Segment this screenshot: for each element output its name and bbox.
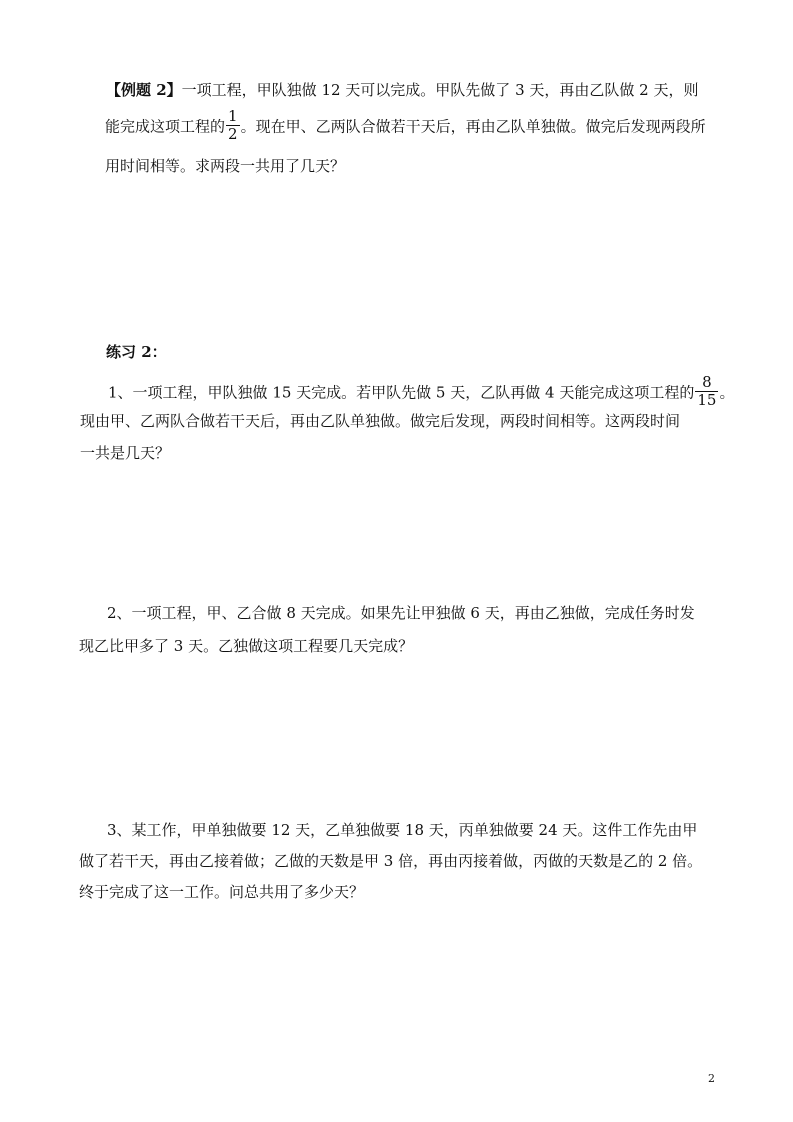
q1-line-2 xyxy=(80,411,680,431)
q3-line-2 xyxy=(79,851,702,871)
q2-text-2: 现乙比甲多了 3 天。乙独做这项工程要几天完成？ xyxy=(79,637,414,655)
q2-line-1 xyxy=(107,603,695,623)
q1-text-2: 现由甲、乙两队合做若干天后，再由乙队单独做。做完后发现，两段时间相等。这两段时间 xyxy=(80,412,681,430)
q2-line-2 xyxy=(79,636,413,656)
q1-line-1 xyxy=(108,373,735,411)
q1-text-1a: 1、一项工程，甲队独做 15 天完成。若甲队先做 5 天，乙队再做 4 天能完成这项工程的 xyxy=(108,383,695,402)
example-text-1: 一项工程，甲队独做 12 天可以完成。甲队先做了 3 天，再由乙队做 2 天，则 xyxy=(181,81,699,99)
example-line-1 xyxy=(106,80,698,100)
q2-text-1: 2、一项工程，甲、乙合做 8 天完成。如果先让甲独做 6 天，再由乙独做，完成任务时发 xyxy=(107,604,695,622)
q3-text-3: 终于完成了这一工作。问总共用了多少天？ xyxy=(79,883,365,901)
example-text-3: 用时间相等。求两段一共用了几天？ xyxy=(105,157,346,175)
q3-text-1: 3、某工作，甲单独做要 12 天，乙单独做要 18 天，丙单独做要 24 天。这件工作先由甲 xyxy=(107,821,698,839)
page-number: 2 xyxy=(708,1072,715,1085)
q3-line-1 xyxy=(107,820,697,840)
fraction-eight-fifteenths xyxy=(695,374,718,409)
q3-line-3 xyxy=(79,882,364,902)
example-line-3 xyxy=(105,156,345,176)
practice-heading: 练习 2： xyxy=(106,343,167,361)
q3-text-2: 做了若干天，再由乙接着做；乙做的天数是甲 3 倍，再由丙接着做，丙做的天数是乙的 2 倍。 xyxy=(79,852,703,870)
fraction-numerator: 8 xyxy=(695,374,718,392)
q1-line-3 xyxy=(80,443,170,463)
example-text-2a: 能完成这项工程的 xyxy=(105,117,226,136)
fraction-denominator: 2 xyxy=(228,125,238,143)
q1-text-1b: 。 xyxy=(719,383,735,402)
example-line-2 xyxy=(105,107,706,145)
fraction-one-half xyxy=(226,108,240,143)
fraction-numerator: 1 xyxy=(228,107,238,125)
example-tag: 【例题 2】 xyxy=(106,81,182,99)
example-text-2b: 。现在甲、乙两队合做若干天后，再由乙队单独做。做完后发现两段所 xyxy=(240,117,706,136)
q1-text-3: 一共是几天？ xyxy=(80,444,171,462)
fraction-denominator: 15 xyxy=(697,391,717,409)
